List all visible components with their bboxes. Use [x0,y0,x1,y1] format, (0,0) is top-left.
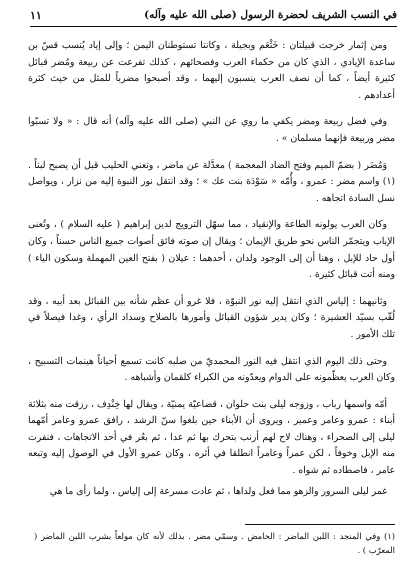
paragraph-3: وَمُضَر ( بضمّ الميم وفتح الضاد المعجمة ) معدَّلة عن ماضر ، وتعني الحليب قبل أن يصبح لبناً . (١) واسم مضر : عمرو ، وأُمّه « سَوْدَة بنت عك » ؛ وقد انتقل نور النبوة إليه من نزار ، ويواصل نسل السادة اتجاهه . [28,159,395,204]
paragraph-2: وفي فضل ربيعة ومضر يكفي ما روي عن النبي (صلى الله عليه وآله) أنه قال : « ولا تسبّوا مضر وربيعة فإنهما مسلمان » . [28,116,395,144]
body-text [28,38,395,504]
paragraph-7: أمّه واسمها رباب ، وزوجه ليلى بنت حلوان ، قضاعيّة يمنيّة ، ويقال لها خِنْدِف ، رزقت منه بثلاثة أبناء : عمرو وعامر وعمير ، ويروى أن الأبناء حين بلغوا سنّ الرشد ، رافق عمرو وعامر أمّهما ليلى إلى الصحراء ، وهناك لاح لهم أرنب بتحرك بها ثم عدا ، ثم بعُر في أحد الاتجاهات ، فنفرت منه الإبل وخوفاً ، لكن عمراً وعامراً انطلقا في أثره ، وكان عمرو الأول في الوصول إليه وتبعه عامر ، فاصطاده ثم شواه . [28,398,395,477]
paragraph-8: غمر ليلى السرور والزهو مما فعل ولداها ، ثم عادت مسرعة إلى إلياس ، ولما رأى ما هي [49,485,387,497]
paragraph-5: وثانيهما : إلياس الذي انتقل إليه نور النبوّة ، فلا غرو أن عظم شأنه بين القبائل بعد أبيه ، وقد لُقّب بسيّد العشيرة ؛ وكان يدير شؤون القبائل وأمورها بالصلاح وسداد الرأي ، وغدا فيصلاً في تلك الأمور . [28,295,395,340]
paragraph-1: ومن إثمار خرجت قبيلتان : خَثْعَم وبجيلة ، وكانتا تستوطنان اليمن ؛ وإلى إياد يُنسب قسّ بن ساعدة الإيادي ، الذي كان من حكماء العرب وفصحائهم ، كذلك تفرعت عن ربيعة ومُضر قبائل كثيرة أيضاً ، كما أن نصف العرب ينسبون إليهما ، وقد أصبحوا مضرباً للمثل من حيث كثرة أعدادهم . [28,40,395,101]
footnote-separator [245,524,395,525]
running-header [30,6,397,27]
paragraph-4: وكان العرب يولونه الطاعة والإنقياد ، مما سهّل الترويج لدين إبراهيم ( عليه السلام ) ، وتُعنى الإياب ويتجمّر الناس نحو طريق الإيمان ؛ ويقال إن صوته فائق أصوات جميع الناس حسناً ، وكان أول حاد للإبل ، وهنا أن إلى الوجود ولدان ، أحدهما : عيلان ( بفتح العين المهملة وسكون الياء ) ومنه أتت قبائل كثيرة . [28,219,395,281]
page-number: ١١ [30,8,42,22]
footnote: (١) وفي المنجد : اللبن الماضر : الحامض . وسمّي مضر . بذلك لأنه كان مولعاً بشرب اللبن الماضر ( المعرّب ) . [34,531,395,555]
running-title: في النسب الشريف لحضرة الرسول (صلى الله عليه وآله) [144,9,397,21]
paragraph-6: وحتى ذلك اليوم الذي انتقل فيه النور المحمديّ من صلبه كانت تسمع أحياناً هينمات التسبيح ، وكان العرب يعظّمونه على الدوام ويعدّونه من الكبراء كلقمان وأشباهه . [28,355,395,384]
